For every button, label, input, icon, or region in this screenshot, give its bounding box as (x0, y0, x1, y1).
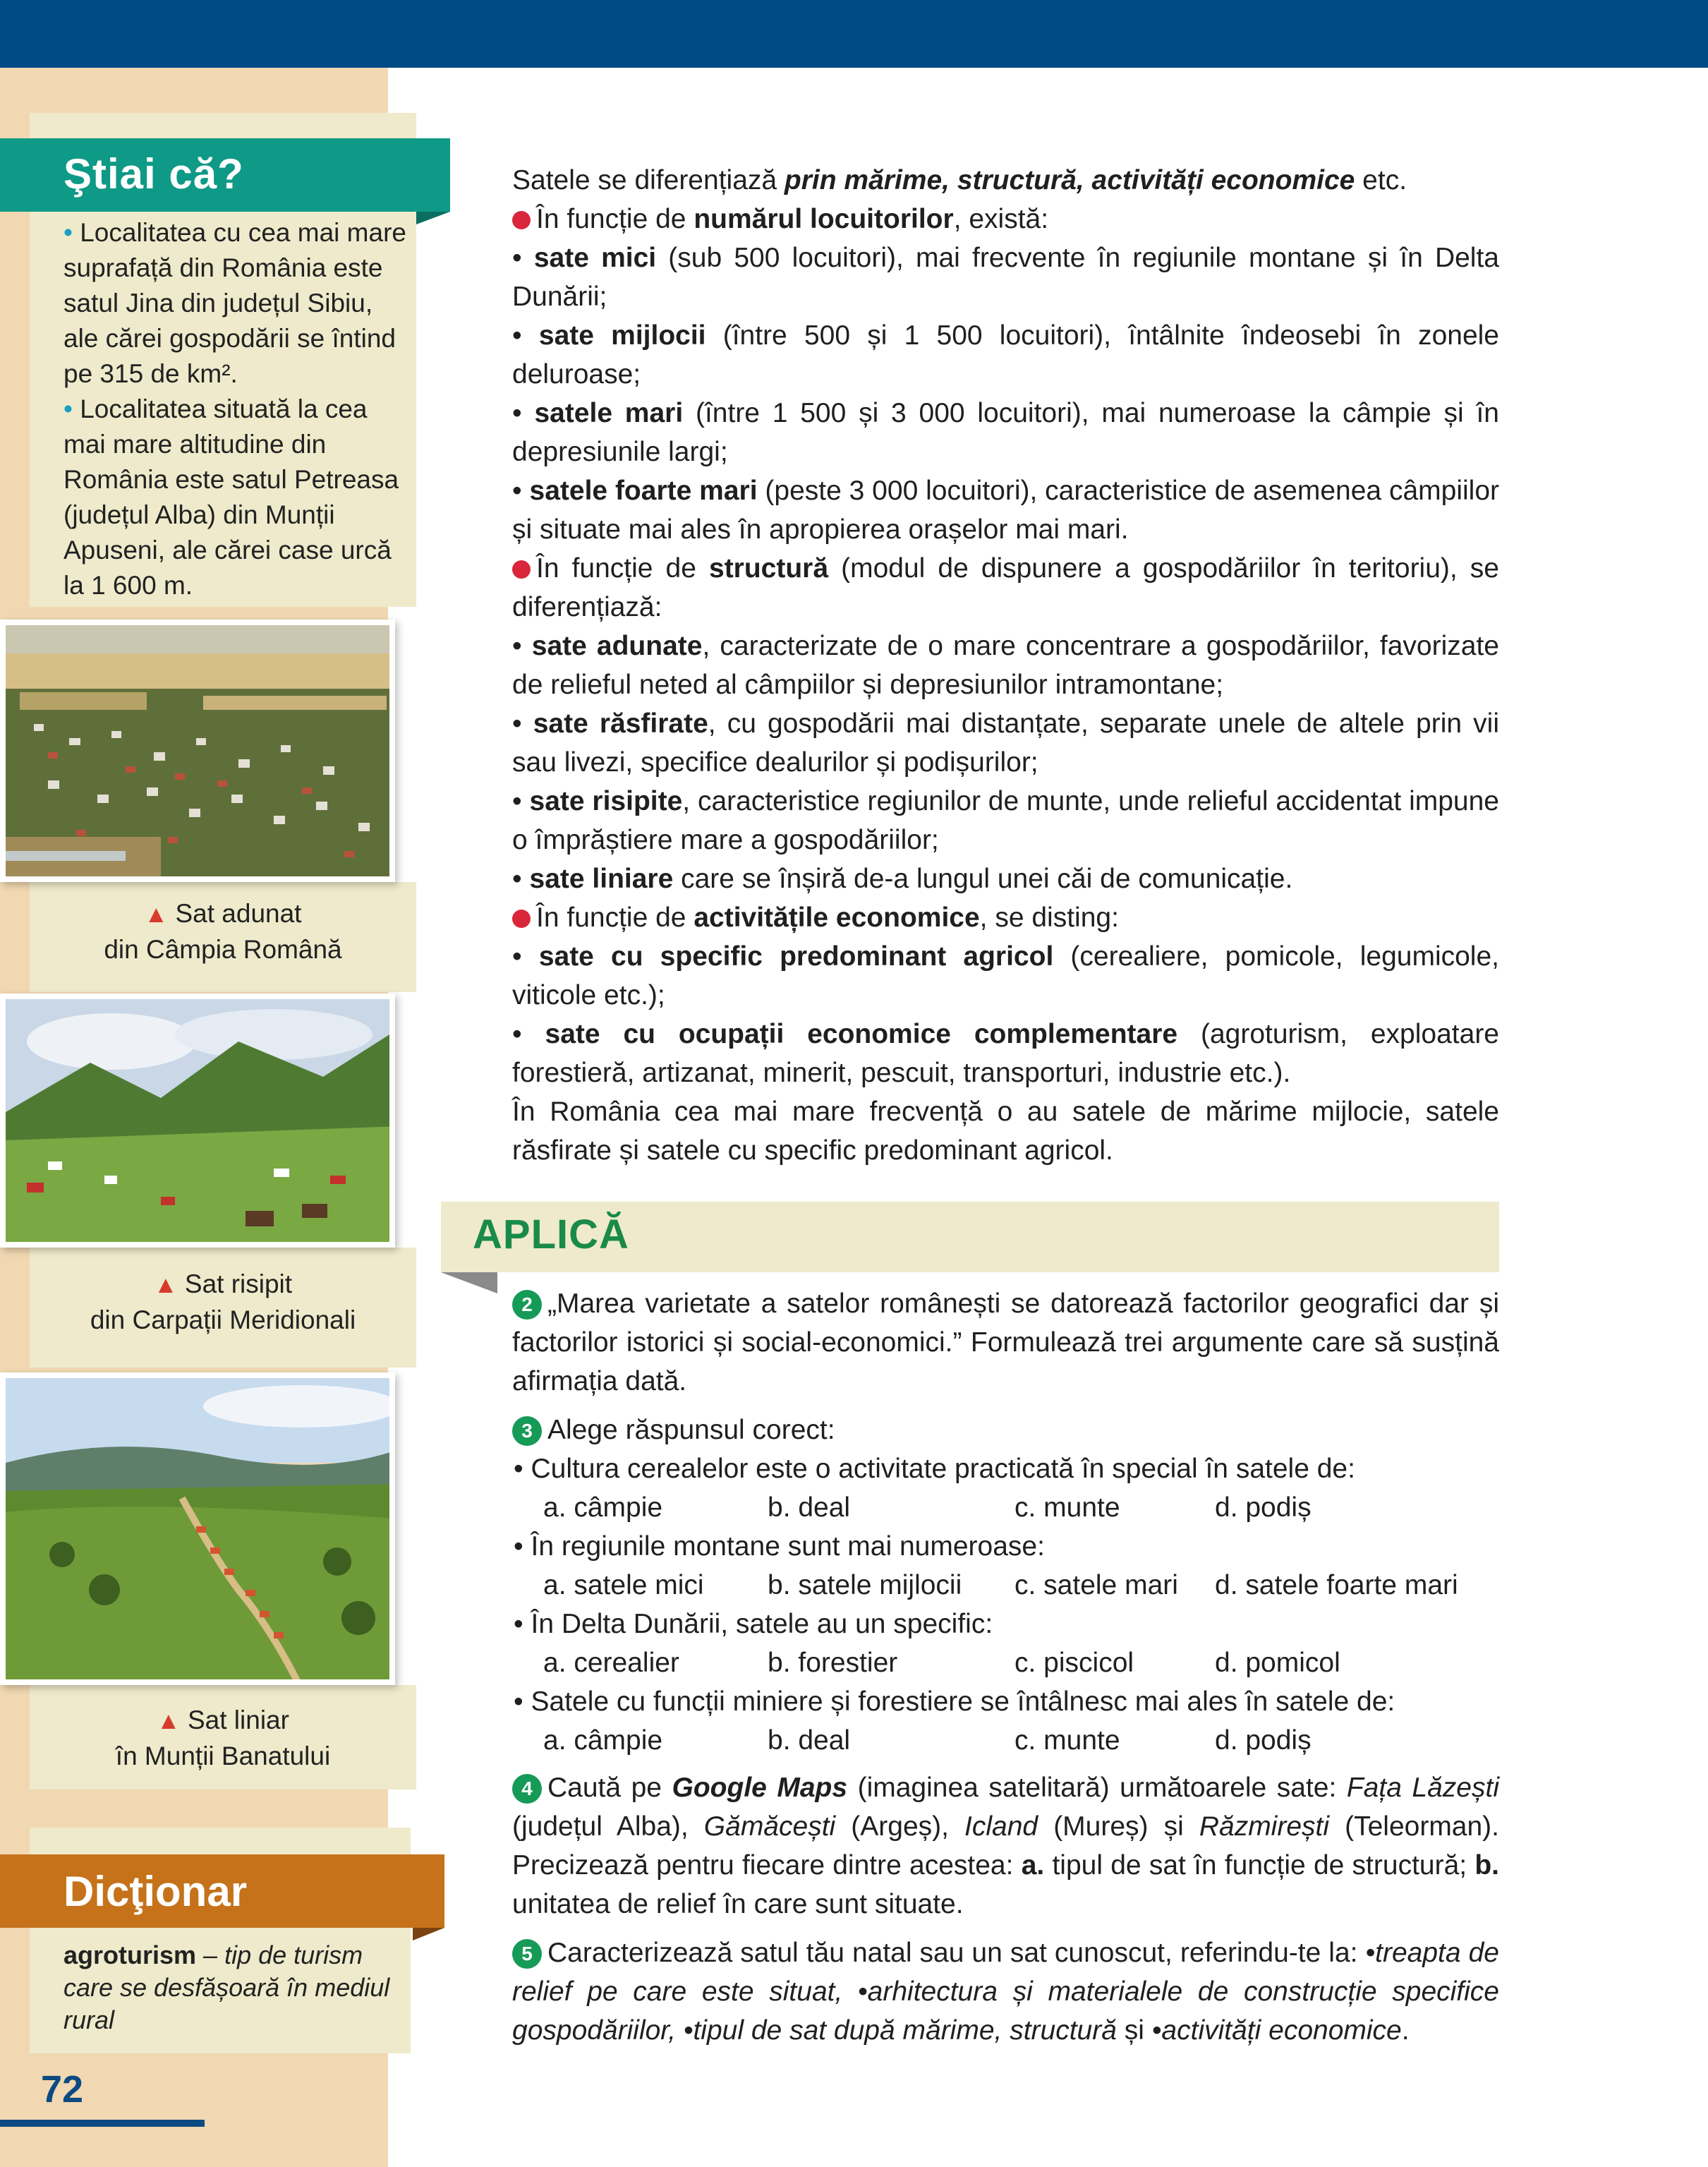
list-item: • sate adunate, caracterizate de o mare concentrare a gospodăriilor, favorizate de relieful neted al câmpiilor și depresiunilor intramontane; (512, 631, 1499, 700)
dictionary-header-fold (413, 1928, 444, 1940)
list-item: • satele foarte mari (peste 3 000 locuitori), caracteristice de asemenea câmpiilor și situate mai ales în apropierea orașelor mai mari. (512, 476, 1499, 545)
page-number: 72 (41, 2068, 84, 2111)
exercise-number-badge: 4 (512, 1774, 542, 1804)
exercise-number-badge: 5 (512, 1939, 542, 1969)
apply-title: APLICĂ (473, 1212, 629, 1257)
did-you-know-item: • Localitatea cu cea mai mare suprafață din România este satul Jina din județul Sibiu, ale cărei gospodării se întind pe 315 de km². (63, 218, 406, 388)
triangle-icon: ▲ (144, 901, 169, 928)
dictionary-title: Dicţionar (63, 1868, 248, 1915)
did-you-know-header-fold (416, 212, 450, 224)
question: • În Delta Dunării, satele au un specific: (514, 1609, 993, 1639)
exercise-2: 2 „Marea varietate a satelor românești se datorează factorilor geografici dar și factorilor istorici și social-economici.” Formulează trei argumente care să susțină afirmația dată. (512, 1288, 1499, 1396)
village-linear-image (6, 1378, 395, 1685)
dictionary-definition: – tip de turism care se desfășoară în mediul rural (63, 1940, 390, 2034)
answer-options: a. satele mici b. satele mijlocii c. satele mari d. satele foarte mari (543, 1570, 1458, 1600)
list-item: • sate liniare care se înșiră de-a lungul unei căi de comunicație. (512, 864, 1293, 894)
photo-sat-adunat (0, 620, 395, 882)
answer-options: a. câmpie b. deal c. munte d. podiș (543, 1725, 1312, 1756)
dictionary-entry (63, 1939, 402, 2036)
bullet-icon: • (63, 394, 80, 423)
section-structure: În funcție de structură (modul de dispunere a gospodăriilor în teritoriu), se diferențiază: (512, 553, 1499, 622)
list-item: • sate răsfirate, cu gospodării mai distanțate, separate unele de altele prin vii sau livezi, specifice dealurilor și podișurilor; (512, 708, 1499, 778)
did-you-know-text (63, 215, 409, 603)
photo-caption: ▲ Sat liniar în Munții Banatului (115, 1706, 331, 1770)
page-number-underline (0, 2120, 205, 2127)
section-size: În funcție de numărul locuitorilor, există: (473, 200, 1499, 239)
triangle-icon: ▲ (157, 1708, 181, 1734)
exercise-number-badge: 3 (512, 1416, 542, 1446)
question: • Cultura cerealelor este o activitate practicată în special în satele de: (514, 1454, 1355, 1484)
list-item: • sate cu ocupații economice complementare (agroturism, exploatare forestieră, artizanat, minerit, pescuit, transporturi, industrie etc.). (512, 1019, 1499, 1088)
exercise-number-badge: 2 (512, 1290, 542, 1320)
list-item: • sate cu specific predominant agricol (cerealiere, pomicole, legumicole, viticole etc.); (512, 941, 1499, 1010)
exercise-4: 4 Caută pe Google Maps (imaginea satelitară) următoarele sate: Fața Lăzești (județul Alba), Gămăcești (Argeș), Icland (Mureș) și Răzmirești (Teleorman). Precizează pentru fiecare dintre acestea: a. tipul de sat în funcție de structură; b. unitatea de relief în care sunt situate. (512, 1773, 1500, 1919)
list-item: • sate risipite, caracteristice regiunilor de munte, unde relieful accidentat impune o împrăștiere mare a gospodăriilor; (512, 786, 1499, 855)
did-you-know-title: Ştiai că? (63, 150, 244, 198)
village-mountain-image (6, 999, 395, 1248)
exercise-5: 5 Caracterizează satul tău natal sau un sat cunoscut, referindu-te la: •treapta de relief pe care este situat, •arhitectura și materialele de construcție specifice gospodăriilor, •tipul de sat după mărime, structură și •activități economice. (512, 1938, 1499, 2046)
question: • În regiunile montane sunt mai numeroase: (514, 1531, 1045, 1562)
red-bullet-icon (512, 560, 531, 579)
did-you-know-item: • Localitatea situată la cea mai mare altitudine din România este satul Petreasa (județul Alba) din Munții Apuseni, ale cărei case urcă la 1 600 m. (63, 394, 399, 600)
section-economic: În funcție de activitățile economice, se disting: (473, 898, 1499, 937)
apply-content (473, 1284, 1499, 2050)
red-bullet-icon (512, 910, 531, 928)
photo-sat-risipit (0, 994, 395, 1248)
dictionary-term: agroturism (63, 1940, 197, 1969)
list-item: • sate mijlocii (între 500 și 1 500 locuitori), întâlnite îndeosebi în zonele deluroase; (512, 320, 1499, 390)
answer-options: a. câmpie b. deal c. munte d. podiș (543, 1492, 1312, 1523)
main-content (473, 161, 1499, 1170)
list-item: • satele mari (între 1 500 și 3 000 locuitori), mai numeroase la câmpie și în depresiunile largi; (512, 398, 1499, 467)
bullet-icon: • (63, 218, 80, 247)
intro-paragraph: Satele se diferențiază prin mărime, structură, activități economice etc. (512, 165, 1407, 195)
conclusion-paragraph: În România cea mai mare frecvență o au satele de mărime mijlocie, satele răsfirate și satele cu specific predominant agricol. (512, 1097, 1499, 1166)
photo-caption: ▲ Sat adunat din Câmpia Română (104, 899, 342, 964)
list-item: • sate mici (sub 500 locuitori), mai frecvente în regiunile montane și în Delta Dunării; (512, 243, 1499, 312)
red-bullet-icon (512, 211, 531, 229)
top-header-bar (0, 0, 1708, 68)
photo-caption: ▲ Sat risipit din Carpații Meridionali (90, 1269, 356, 1334)
triangle-icon: ▲ (153, 1272, 178, 1298)
answer-options: a. cerealier b. forestier c. piscicol d. pomicol (543, 1648, 1340, 1678)
photo-sat-liniar (0, 1372, 395, 1685)
village-plain-image (6, 625, 395, 882)
question: • Satele cu funcții miniere și forestiere se întâlnesc mai ales în satele de: (514, 1686, 1395, 1717)
exercise-3: 3 Alege răspunsul corect: (473, 1411, 1499, 1449)
